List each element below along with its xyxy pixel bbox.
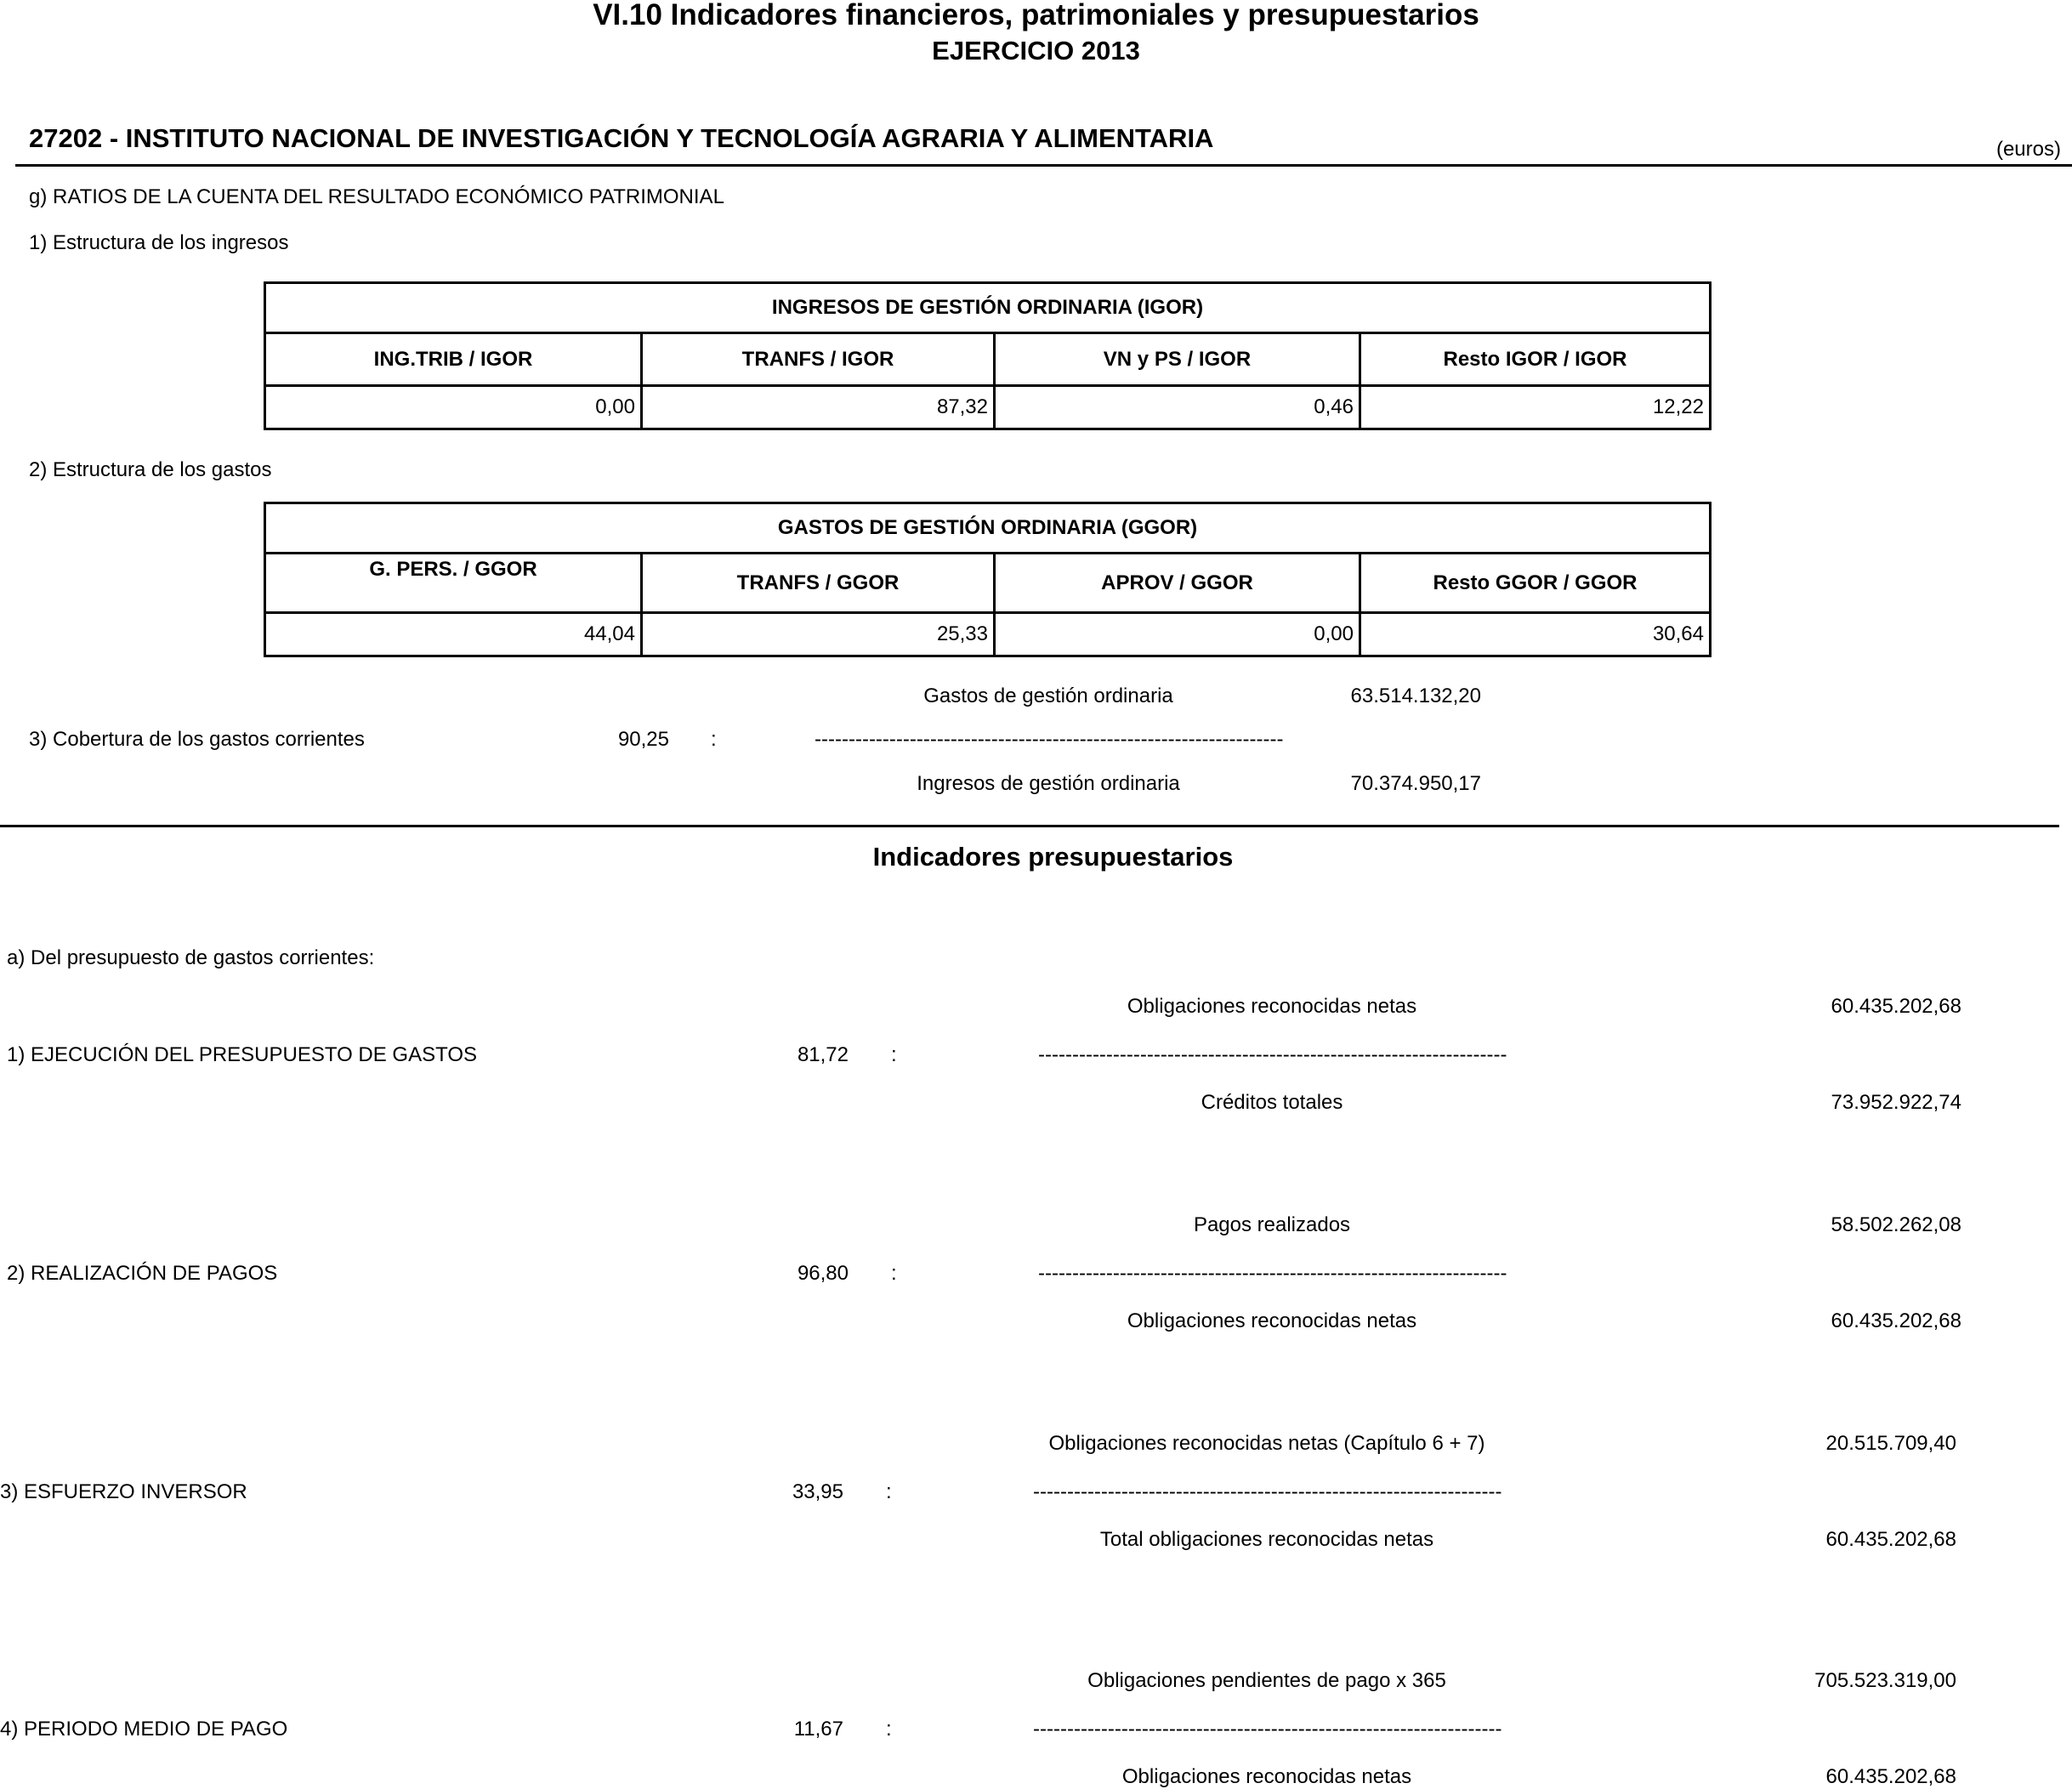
indicator-numerator-value: 705.523.319,00 [1814, 1669, 1956, 1692]
income-ratio-table [264, 281, 1712, 430]
indicator-numerator-label: Obligaciones reconocidas netas [1127, 995, 1417, 1018]
indicator-label: 3) ESFUERZO INVERSOR [0, 1480, 247, 1503]
indicator-fraction-line: --------------------------------------------------------------------- [1038, 1262, 1507, 1285]
indicator-colon: : [891, 1262, 897, 1285]
expense-ratio-table [264, 502, 1712, 657]
indicator-colon: : [886, 1480, 892, 1503]
indicator-label: 2) REALIZACIÓN DE PAGOS [7, 1262, 278, 1285]
coverage-numerator-label: Gastos de gestión ordinaria [923, 684, 1173, 707]
expense-value: 44,04 [266, 614, 643, 655]
indicator-label: 4) PERIODO MEDIO DE PAGO [0, 1718, 288, 1741]
expense-table-title: GASTOS DE GESTIÓN ORDINARIA (GGOR) [266, 504, 1709, 554]
units-label: (euros) [1995, 138, 2061, 161]
income-value: 0,00 [266, 387, 643, 428]
indicator-fraction-line: --------------------------------------------------------------------- [1033, 1718, 1502, 1741]
report-subtitle: EJERCICIO 2013 [932, 36, 1140, 65]
expense-col-header: APROV / GGOR [996, 554, 1361, 611]
income-value: 12,22 [1652, 395, 1704, 418]
coverage-colon: : [711, 728, 717, 751]
coverage-denominator-label: Ingresos de gestión ordinaria [917, 772, 1180, 795]
budget-section-title: Indicadores presupuestarios [872, 842, 1234, 872]
indicator-numerator-label: Pagos realizados [1193, 1213, 1351, 1236]
indicator-value: 33,95 [792, 1480, 843, 1503]
coverage-value: 90,25 [617, 728, 669, 751]
indicator-denominator-value: 60.435.202,68 [1831, 1309, 1961, 1332]
indicator-denominator-label: Obligaciones reconocidas netas [1127, 1309, 1417, 1332]
indicator-numerator-label: Obligaciones pendientes de pago x 365 [1087, 1669, 1446, 1692]
indicator-numerator-label: Obligaciones reconocidas netas (Capítulo 6 + 7) [1048, 1432, 1485, 1455]
coverage-numerator-value: 63.514.132,20 [1350, 684, 1481, 707]
expense-col-header: G. PERS. / GGOR [266, 554, 643, 611]
income-col-header: TRANFS / IGOR [643, 334, 996, 384]
income-table-title: INGRESOS DE GESTIÓN ORDINARIA (IGOR) [266, 284, 1709, 334]
indicator-value: 11,67 [793, 1718, 843, 1741]
expense-col-header: Resto GGOR / GGOR [1433, 571, 1638, 594]
budget-subtitle: a) Del presupuesto de gastos corrientes: [7, 946, 375, 969]
indicator-fraction-line: --------------------------------------------------------------------- [1038, 1043, 1507, 1066]
indicator-denominator-value: 73.952.922,74 [1831, 1091, 1961, 1114]
indicator-value: 81,72 [797, 1043, 849, 1066]
coverage-label: 3) Cobertura de los gastos corrientes [29, 728, 365, 751]
indicator-denominator-label: Obligaciones reconocidas netas [1121, 1765, 1412, 1788]
indicator-denominator-label: Total obligaciones reconocidas netas [1099, 1528, 1434, 1551]
indicator-colon: : [886, 1718, 892, 1741]
expense-value: 30,64 [1652, 622, 1704, 645]
indicator-value: 96,80 [797, 1262, 849, 1285]
expense-col-header: TRANFS / GGOR [643, 554, 996, 611]
income-col-header: VN y PS / IGOR [996, 334, 1361, 384]
header-divider [15, 164, 2072, 167]
expense-value: 25,33 [643, 614, 996, 655]
coverage-fraction-line: --------------------------------------------------------------------- [815, 728, 1284, 751]
income-col-header: Resto IGOR / IGOR [1443, 347, 1627, 371]
income-structure-label: 1) Estructura de los ingresos [29, 231, 289, 254]
indicator-denominator-value: 60.435.202,68 [1825, 1765, 1956, 1788]
indicator-numerator-value: 58.502.262,08 [1831, 1213, 1961, 1236]
coverage-denominator-value: 70.374.950,17 [1350, 772, 1481, 795]
income-value: 0,46 [996, 387, 1361, 428]
income-col-header: ING.TRIB / IGOR [266, 334, 643, 384]
indicator-denominator-value: 60.435.202,68 [1825, 1528, 1956, 1551]
entity-name: 27202 - INSTITUTO NACIONAL DE INVESTIGACIÓN Y TECNOLOGÍA AGRARIA Y ALIMENTARIA [29, 123, 1214, 153]
indicator-denominator-label: Créditos totales [1201, 1091, 1343, 1114]
section-g-title: g) RATIOS DE LA CUENTA DEL RESULTADO ECONÓMICO PATRIMONIAL [29, 185, 724, 208]
expense-value: 0,00 [996, 614, 1361, 655]
indicator-numerator-value: 60.435.202,68 [1831, 995, 1961, 1018]
income-value: 87,32 [643, 387, 996, 428]
section-divider [0, 825, 2059, 827]
indicator-fraction-line: --------------------------------------------------------------------- [1033, 1480, 1502, 1503]
indicator-label: 1) EJECUCIÓN DEL PRESUPUESTO DE GASTOS [7, 1043, 478, 1066]
indicator-numerator-value: 20.515.709,40 [1825, 1432, 1956, 1455]
expense-structure-label: 2) Estructura de los gastos [29, 458, 272, 481]
indicator-colon: : [891, 1043, 897, 1066]
report-title: VI.10 Indicadores financieros, patrimoniales y presupuestarios [593, 0, 1479, 31]
